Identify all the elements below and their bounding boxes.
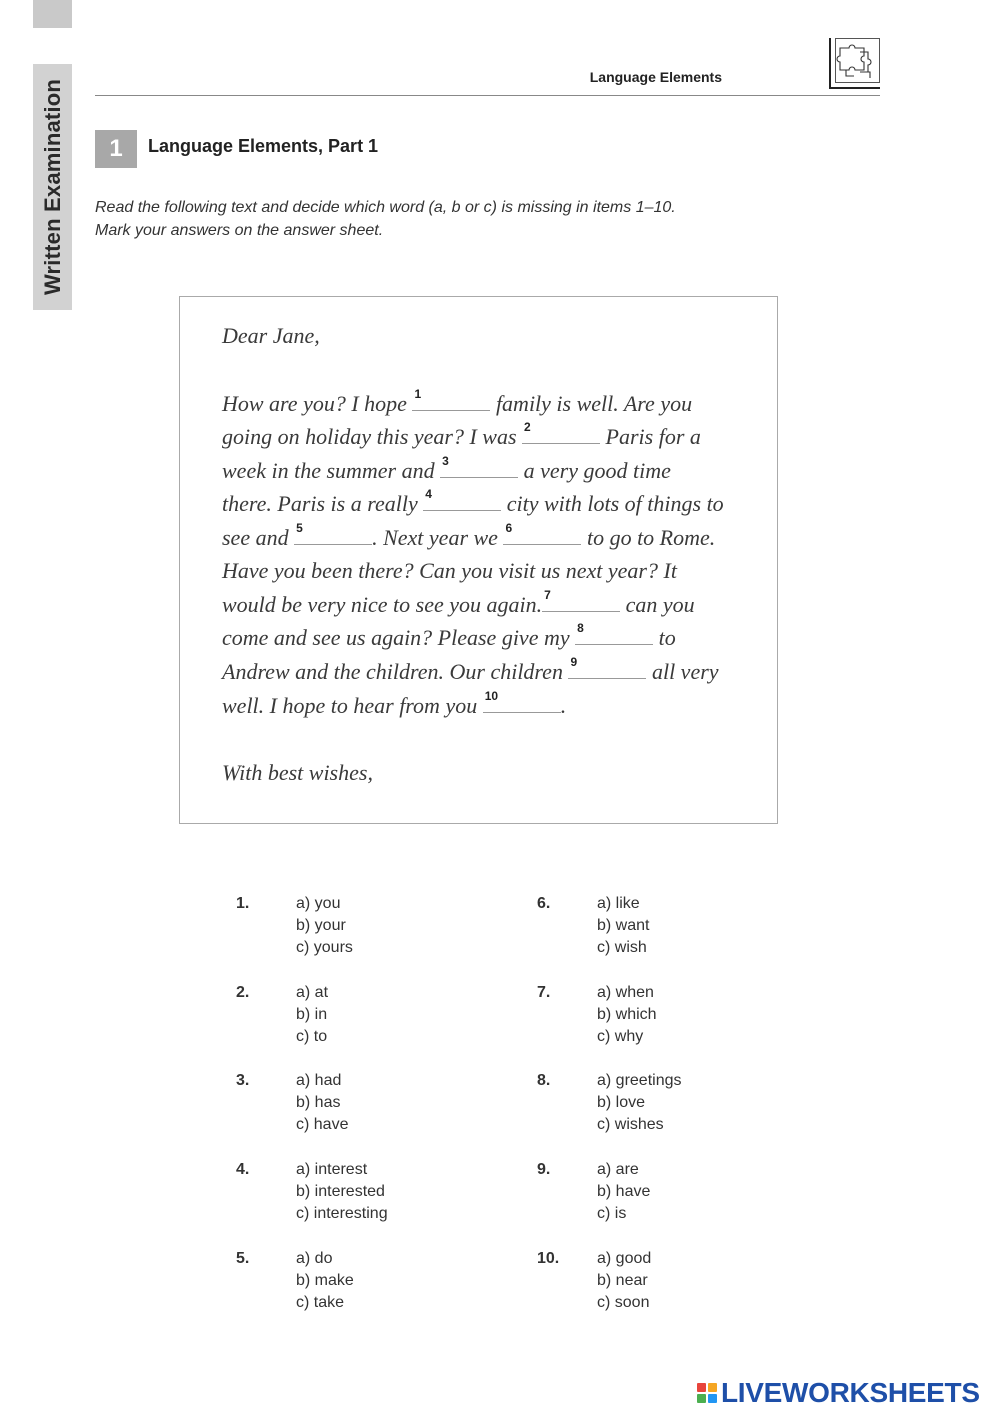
section-number: 1 [95,130,137,168]
header-title: Language Elements [589,69,722,85]
option[interactable]: b) have [597,1183,651,1200]
option[interactable]: b) make [296,1272,354,1289]
option[interactable]: a) had [296,1072,342,1089]
option[interactable]: b) love [597,1094,646,1111]
logo-square [708,1383,717,1392]
letter-line: going on holiday this year? I was 2 Paris for a [222,420,701,449]
letter-line: Andrew and the children. Our children 9 all very [222,655,719,684]
instructions [95,196,795,242]
option[interactable]: b) has [296,1094,341,1111]
letter-greeting: Dear Jane, [222,323,320,348]
option[interactable]: c) soon [597,1294,650,1311]
letter-line: week in the summer and 3 a very good time [222,454,671,483]
letter-closing: With best wishes, [222,760,373,785]
gap-6[interactable]: 6 [503,525,581,545]
side-tab [33,64,72,310]
letter-line: would be very nice to see you again. 7 can you [222,588,695,617]
option[interactable]: c) take [296,1294,345,1311]
option[interactable]: b) near [597,1272,648,1289]
letter-line: there. Paris is a really 4 city with lots of things to [222,487,724,516]
letter-line: How are you? I hope 1 family is well. Are you [222,387,693,416]
option[interactable]: b) want [597,917,650,934]
option[interactable]: c) is [597,1205,627,1222]
gap-8[interactable]: 8 [575,625,653,645]
puzzle-icon [829,38,880,89]
logo-square [697,1383,706,1392]
option[interactable]: a) interest [296,1161,368,1178]
option[interactable]: c) wish [597,939,647,956]
logo-square [697,1394,706,1403]
letter-line: Have you been there? Can you visit us next year? It [222,558,677,583]
liveworksheets-logo-icon [697,1383,717,1403]
letter-line: well. I hope to hear from you 10 . [222,689,567,718]
liveworksheets-brand[interactable] [697,1377,980,1409]
option[interactable]: a) good [597,1250,652,1267]
gap-5[interactable]: 5 [294,525,372,545]
option[interactable]: c) interesting [296,1205,388,1222]
option[interactable]: a) do [296,1250,333,1267]
option[interactable]: a) like [597,895,640,912]
header-rule [95,95,880,96]
option[interactable]: a) are [597,1161,639,1178]
option[interactable]: c) wishes [597,1116,664,1133]
option[interactable]: a) at [296,984,329,1001]
gap-9[interactable]: 9 [568,659,646,679]
option[interactable]: b) your [296,917,346,934]
instruction-line: Mark your answers on the answer sheet. [95,222,384,239]
option[interactable]: b) in [296,1006,328,1023]
option[interactable]: b) interested [296,1183,385,1200]
letter-line: come and see us again? Please give my 8 to [222,621,676,650]
option[interactable]: a) you [296,895,341,912]
option[interactable]: b) which [597,1006,657,1023]
option[interactable]: a) greetings [597,1072,682,1089]
brand-text: LIVEWORKSHEETS [721,1377,980,1408]
option[interactable]: c) why [597,1028,644,1045]
gap-4[interactable]: 4 [423,491,501,511]
option[interactable]: c) to [296,1028,328,1045]
side-tab-label: Written Examination [39,78,65,296]
section-title: Language Elements, Part 1 [148,136,379,156]
option[interactable]: c) yours [296,939,353,956]
gap-2[interactable]: 2 [522,424,600,444]
top-gray-block [33,0,72,28]
gap-7[interactable]: 7 [542,592,620,612]
option[interactable]: c) have [296,1116,349,1133]
gap-10[interactable]: 10 [483,693,561,713]
logo-square [708,1394,717,1403]
letter-line: see and 5 . Next year we 6 to go to Rome. [222,521,716,550]
option[interactable]: a) when [597,984,654,1001]
instruction-line: Read the following text and decide which word (a, b or c) is missing in items 1–10. [95,199,676,216]
gap-1[interactable]: 1 [412,391,490,411]
gap-3[interactable]: 3 [440,458,518,478]
